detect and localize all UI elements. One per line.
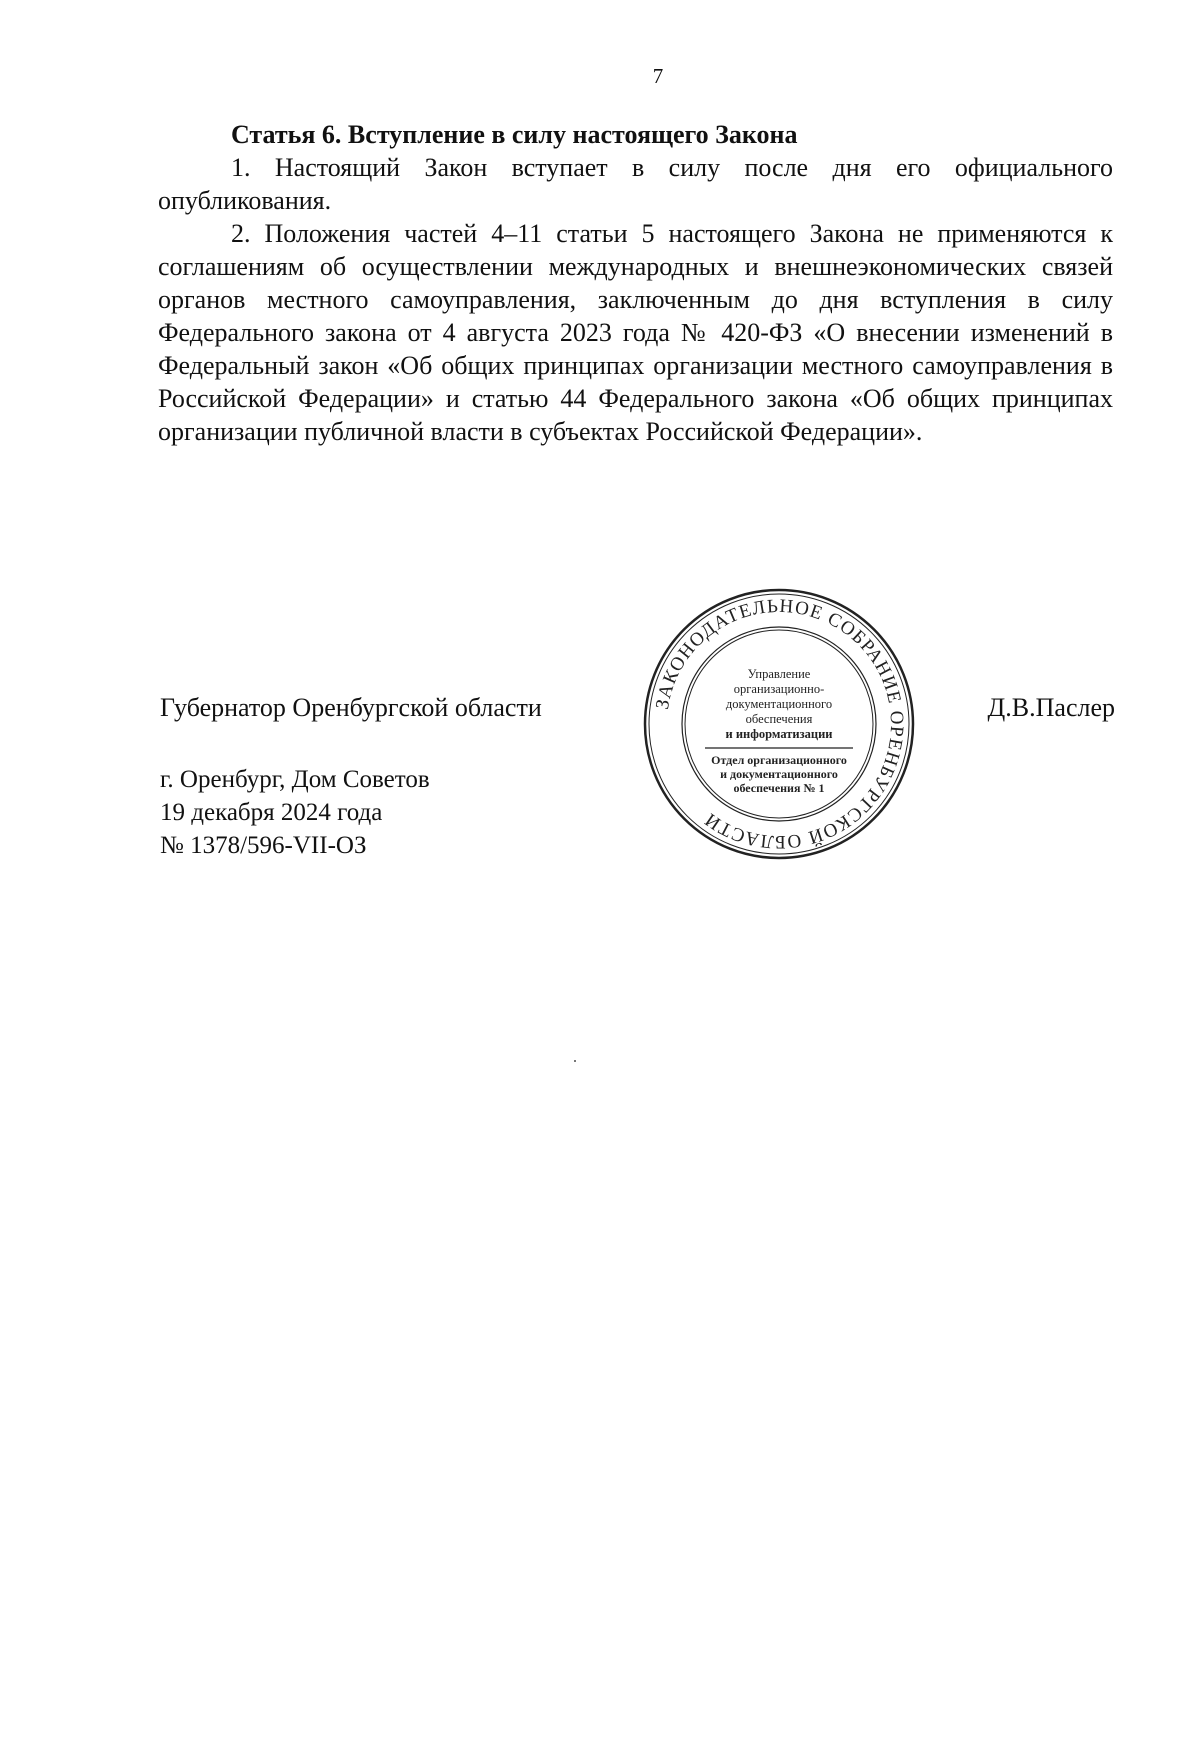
- signing-date: 19 декабря 2024 года: [160, 799, 383, 826]
- article-paragraph-2: 2. Положения частей 4–11 статьи 5 настоящего Закона не применяются к соглашениям об осуществлении международных и внешнеэкономических связей органов местного самоуправления, заключенным до дня вступления в силу Федерального закона от 4 августа 2023 года № 420-ФЗ «О внесении изменений в Федеральный закон «Об общих принципах организации местного самоуправления в Российской Федерации» и статью 44 Федерального закона «Об общих принципах организации публичной власти в субъектах Российской Федерации».: [158, 219, 1113, 446]
- law-number: № 1378/596-VII-ОЗ: [160, 832, 367, 859]
- stamp-dept-line-1: Отдел организационного: [711, 753, 847, 767]
- stamp-line-4: обеспечения: [745, 712, 813, 726]
- stamp-line-1: Управление: [747, 667, 811, 681]
- stamp-dept-line-2: и документационного: [720, 767, 838, 781]
- stamp-line-5: и информатизации: [725, 727, 833, 741]
- article-body: [158, 118, 1113, 448]
- stamp-dept-line-3: обеспечения № 1: [733, 781, 825, 795]
- governor-title: Губернатор Оренбургской области: [160, 693, 542, 722]
- article-heading: Статья 6. Вступление в силу настоящего Закона: [231, 120, 798, 149]
- signing-place: г. Оренбург, Дом Советов: [160, 766, 430, 793]
- page-number: 7: [652, 64, 664, 88]
- signer-name: Д.В.Паслер: [987, 693, 1115, 722]
- stamp-line-2: организационно-: [733, 682, 825, 696]
- stamp-center-text: [705, 667, 853, 795]
- stamp-ring-text: ЗАКОНОДАТЕЛЬНОЕ СОБРАНИЕ ОРЕНБУРГСКОЙ ОБЛАСТИ: [651, 595, 908, 853]
- article-paragraph-1: 1. Настоящий Закон вступает в силу после дня его официального опубликования.: [158, 153, 1113, 215]
- place-date-block: [160, 763, 430, 862]
- official-stamp: [643, 588, 915, 860]
- stamp-line-3: документационного: [725, 697, 833, 711]
- scan-speck: [574, 1060, 576, 1062]
